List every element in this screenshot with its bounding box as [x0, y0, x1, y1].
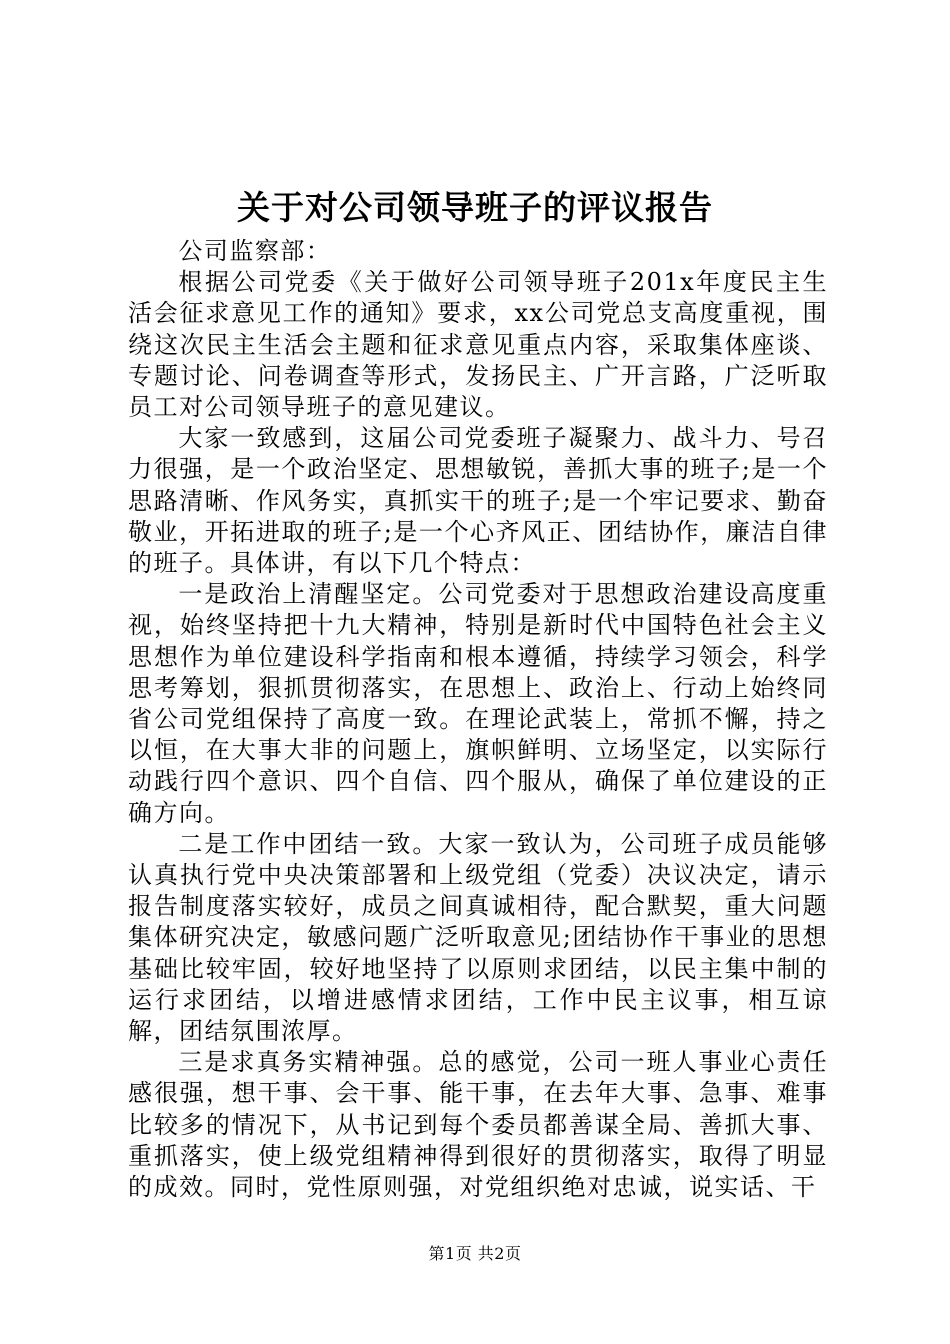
document-body [128, 236, 828, 1203]
page-number-footer: 第1页 共2页 [428, 1244, 522, 1263]
salutation: 公司监察部： [178, 237, 332, 265]
document-title: 关于对公司领导班子的评议报告 [237, 188, 713, 227]
paragraph: 根据公司党委《关于做好公司领导班子201x年度民主生活会征求意见工作的通知》要求，xx公司党总支高度重视，围绕这次民主生活会主题和征求意见重点内容，采取集体座谈、专题讨论、问卷调查等形式，发扬民主、广开言路，广泛听取员工对公司领导班子的意见建议。 [128, 268, 828, 422]
paragraph: 三是求真务实精神强。总的感觉，公司一班人事业心责任感很强，想干事、会干事、能干事，在去年大事、急事、难事比较多的情况下，从书记到每个委员都善谋全局、善抓大事、重抓落实，使上级党组精神得到很好的贯彻落实，取得了明显的成效。同时，党性原则强，对党组织绝对忠诚，说实话、干 [128, 1048, 828, 1202]
paragraph: 一是政治上清醒坚定。公司党委对于思想政治建设高度重视，始终坚持把十九大精神，特别是新时代中国特色社会主义思想作为单位建设科学指南和根本遵循，持续学习领会，科学思考筹划，狠抓贯彻落实，在思想上、政治上、行动上始终同省公司党组保持了高度一致。在理论武装上，常抓不懈，持之以恒，在大事大非的问题上，旗帜鲜明、立场坚定，以实际行动践行四个意识、四个自信、四个服从，确保了单位建设的正确方向。 [128, 580, 828, 827]
paragraph: 大家一致感到，这届公司党委班子凝聚力、战斗力、号召力很强，是一个政治坚定、思想敏锐，善抓大事的班子;是一个思路清晰、作风务实，真抓实干的班子;是一个牢记要求、勤奋敬业，开拓进取的班子;是一个心齐风正、团结协作，廉洁自律的班子。具体讲，有以下几个特点： [128, 424, 828, 578]
paragraph: 二是工作中团结一致。大家一致认为，公司班子成员能够认真执行党中央决策部署和上级党组（党委）决议决定，请示报告制度落实较好，成员之间真诚相待，配合默契，重大问题集体研究决定，敏感问题广泛听取意见;团结协作干事业的思想基础比较牢固，较好地坚持了以原则求团结，以民主集中制的运行求团结，以增进感情求团结，工作中民主议事，相互谅解，团结氛围浓厚。 [128, 829, 828, 1046]
